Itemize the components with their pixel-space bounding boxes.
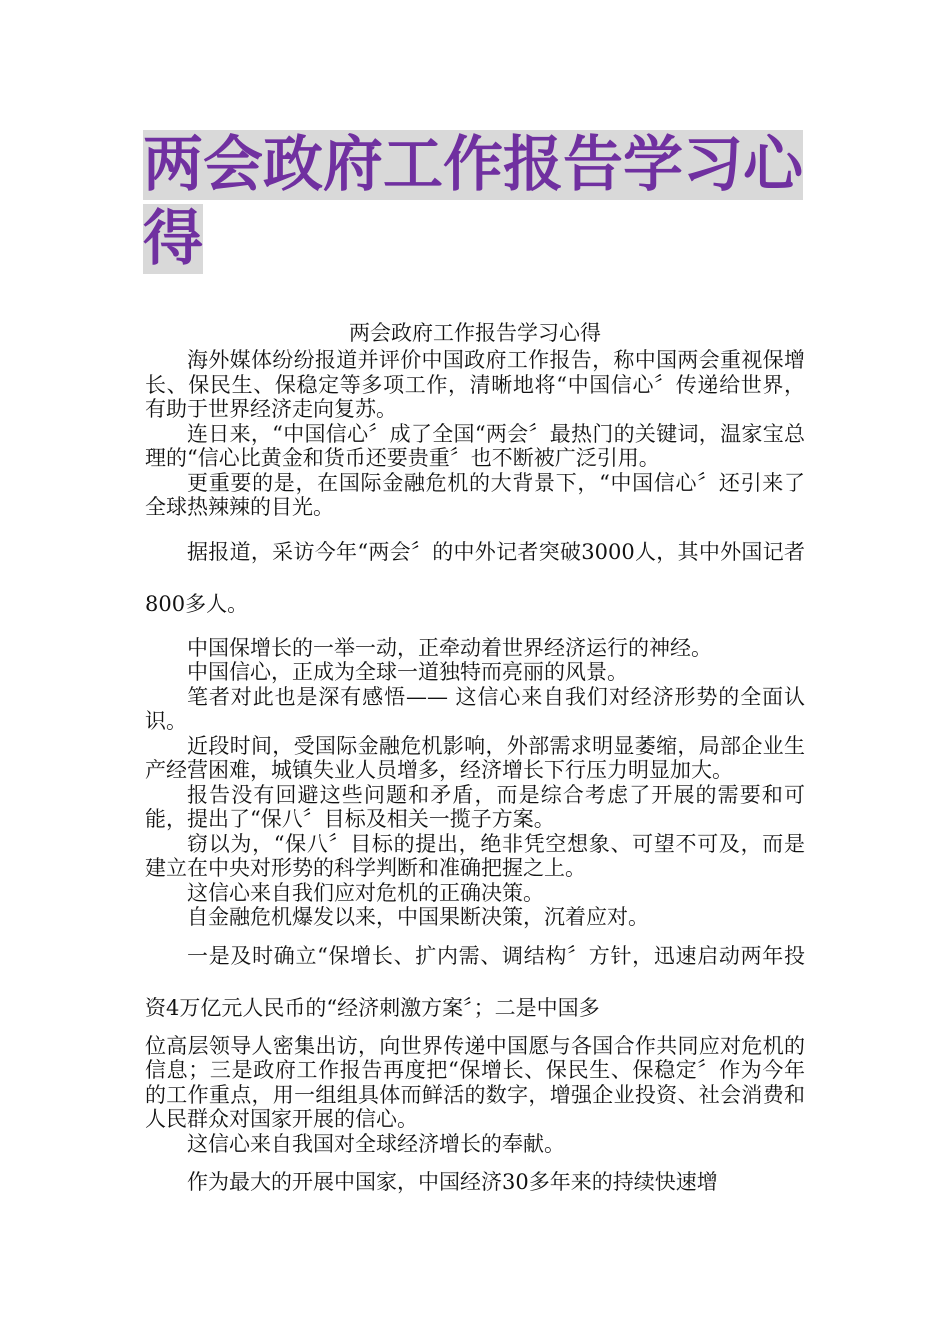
paragraph: 中国保增长的一举一动，正牵动着世界经济运行的神经。 xyxy=(187,635,712,660)
paragraph: 自金融危机爆发以来，中国果断决策，沉着应对。 xyxy=(187,905,649,929)
paragraph: 更重要的是，在国际金融危机的大背景下，“中国信心〞还引来了全球热辣辣的目光。 xyxy=(145,470,805,519)
paragraph: 这信心来自我国对全球经济增长的奉献。 xyxy=(187,1131,565,1156)
paragraph: 位高层领导人密集出访，向世界传递中国愿与各国合作共同应对危机的信息；三是政府工作报告再度把“保增长、保民生、保稳定〞作为今年的工作重点，用一组组具体而鲜活的数字，增强企业投资、社会消费和人民群众对国家开展的信心。 xyxy=(145,1033,805,1131)
body-heading: 两会政府工作报告学习心得 xyxy=(349,321,601,345)
paragraph: 中国信心，正成为全球一道独特而亮丽的风景。 xyxy=(187,660,628,684)
paragraph: 海外媒体纷纷报道并评价中国政府工作报告，称中国两会重视保增长、保民生、保稳定等多项工作，清晰地将“中国信心〞传递给世界，有助于世界经济走向复苏。 xyxy=(145,348,805,421)
paragraph: 一是及时确立“保增长、扩内需、调结构〞方针，迅速启动两年投资4万亿元人民币的“经济刺激方案〞；二是中国多 xyxy=(145,943,805,1020)
paragraph: 据报道，采访今年“两会〞的中外记者突破3000人，其中外国记者800多人。 xyxy=(145,539,805,616)
paragraph: 笔者对此也是深有感悟—— 这信心来自我们对经济形势的全面认识。 xyxy=(145,684,805,733)
paragraph: 作为最大的开展中国家，中国经济30多年来的持续快速增 xyxy=(187,1170,718,1194)
paragraph: 连日来，“中国信心〞成了全国“两会〞最热门的关键词，温家宝总理的“信心比黄金和货币还要贵重〞也不断被广泛引用。 xyxy=(145,421,805,470)
paragraph: 近段时间，受国际金融危机影响，外部需求明显萎缩，局部企业生产经营困难，城镇失业人员增多，经济增长下行压力明显加大。 xyxy=(145,733,805,782)
title-text: 两会政府工作报告学习心得 xyxy=(143,130,803,274)
paragraph: 窃以为，“保八〞目标的提出，绝非凭空想象、可望不可及，而是建立在中央对形势的科学判断和准确把握之上。 xyxy=(145,831,805,880)
document-body xyxy=(145,318,805,1208)
document-title xyxy=(143,128,813,276)
paragraph: 这信心来自我们应对危机的正确决策。 xyxy=(187,880,544,905)
paragraph: 报告没有回避这些问题和矛盾，而是综合考虑了开展的需要和可能，提出了“保八〞目标及相关一揽子方案。 xyxy=(145,782,805,831)
